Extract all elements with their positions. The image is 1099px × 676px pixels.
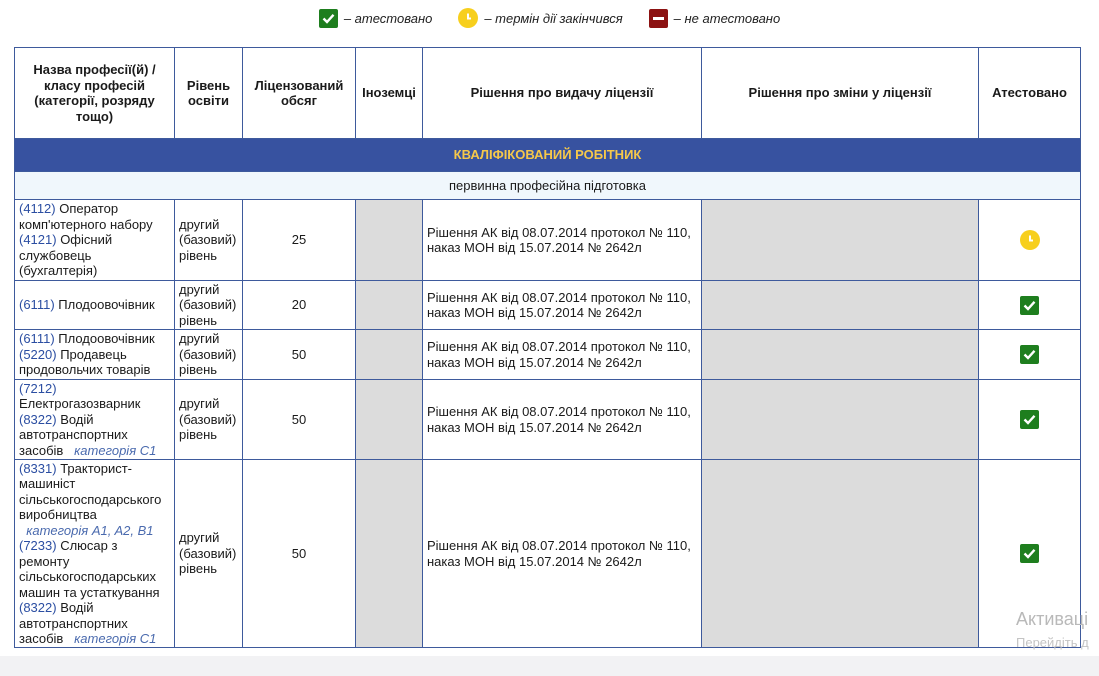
license-category: категорія A1, A2, B1 — [26, 522, 154, 538]
profession-code[interactable]: (4121) — [19, 232, 57, 248]
subcategory-row — [15, 172, 1081, 200]
minus-icon — [649, 9, 668, 28]
decision-cell: Рішення АК від 08.07.2014 протокол № 110, наказ МОН від 15.07.2014 № 2642л — [423, 380, 702, 460]
table-row — [15, 330, 1081, 380]
decision-cell: Рішення АК від 08.07.2014 протокол № 110, наказ МОН від 15.07.2014 № 2642л — [423, 200, 702, 281]
legend-attested-label: – атестовано — [343, 10, 433, 26]
table-header-row — [15, 48, 1081, 139]
profession-name: Водій автотранспортних засобів — [19, 411, 128, 458]
foreigners-cell — [356, 200, 423, 281]
education-cell: другий (базовий) рівень — [175, 281, 243, 330]
legend-attested — [319, 9, 433, 28]
volume-cell: 20 — [243, 281, 356, 330]
profession-code[interactable]: (5220) — [19, 346, 57, 362]
license-table — [14, 47, 1081, 648]
header-license-changes: Рішення про зміни у ліцензії — [702, 48, 979, 139]
page-bottom-band — [0, 656, 1099, 676]
header-license-decision: Рішення про видачу ліцензії — [423, 48, 702, 139]
legend-not-attested — [649, 9, 781, 28]
profession-code[interactable]: (7212) — [19, 380, 57, 396]
profession-name: Офісний службовець (бухгалтерія) — [19, 232, 113, 279]
legend-not-attested-label: – не атестовано — [673, 10, 781, 26]
category-title: КВАЛІФІКОВАНИЙ РОБІТНИК — [15, 139, 1081, 172]
foreigners-cell — [356, 380, 423, 460]
profession-name: Слюсар з ремонту сільськогосподарських машин та устаткування — [19, 538, 160, 600]
check-icon — [1020, 544, 1039, 563]
education-cell: другий (базовий) рівень — [175, 200, 243, 281]
volume-cell: 50 — [243, 380, 356, 460]
attested-cell — [979, 281, 1081, 330]
activation-watermark: Активаці — [1016, 609, 1089, 629]
education-cell: другий (базовий) рівень — [175, 380, 243, 460]
table-row — [15, 200, 1081, 281]
profession-cell — [15, 281, 175, 330]
header-profession: Назва професії(й) / класу професій (категорії, розряду тощо) — [15, 48, 175, 139]
subcategory-title: первинна професійна підготовка — [15, 172, 1081, 200]
table-row — [15, 380, 1081, 460]
profession-name: Електрогазозварник — [19, 396, 141, 412]
profession-name: Плодоовочівник — [54, 297, 155, 313]
clock-icon — [1020, 230, 1040, 250]
profession-name: Тракторист-машиніст сільськогосподарського виробництва — [19, 460, 162, 522]
activation-watermark-subtitle: Перейдіть д — [1016, 635, 1089, 650]
profession-code[interactable]: (6111) — [19, 331, 55, 347]
table-row — [15, 460, 1081, 648]
profession-code[interactable]: (6111) — [19, 297, 55, 313]
foreigners-cell — [356, 281, 423, 330]
profession-code[interactable]: (8322) — [19, 411, 57, 427]
clock-icon — [458, 8, 478, 28]
foreigners-cell — [356, 460, 423, 648]
check-icon — [1020, 296, 1039, 315]
license-category: категорія C1 — [74, 442, 157, 458]
decision-cell: Рішення АК від 08.07.2014 протокол № 110, наказ МОН від 15.07.2014 № 2642л — [423, 330, 702, 380]
decision-cell: Рішення АК від 08.07.2014 протокол № 110, наказ МОН від 15.07.2014 № 2642л — [423, 460, 702, 648]
profession-name: Плодоовочівник — [54, 331, 155, 347]
profession-cell — [15, 330, 175, 380]
table-row — [15, 281, 1081, 330]
profession-code[interactable]: (8322) — [19, 600, 57, 615]
profession-code[interactable]: (7233) — [19, 538, 57, 553]
check-icon — [319, 9, 338, 28]
license-category: категорія C1 — [74, 631, 157, 646]
education-cell: другий (базовий) рівень — [175, 460, 243, 648]
attested-cell — [979, 330, 1081, 380]
profession-cell — [15, 380, 175, 460]
profession-name: Водій автотранспортних засобів — [19, 600, 128, 646]
profession-name: Оператор комп'ютерного набору — [19, 201, 153, 232]
profession-code[interactable]: (8331) — [19, 460, 57, 476]
profession-code[interactable]: (4112) — [19, 201, 56, 217]
legend-expired — [458, 8, 622, 28]
decision-cell: Рішення АК від 08.07.2014 протокол № 110, наказ МОН від 15.07.2014 № 2642л — [423, 281, 702, 330]
header-education: Рівень освіти — [175, 48, 243, 139]
header-attested: Атестовано — [979, 48, 1081, 139]
foreigners-cell — [356, 330, 423, 380]
legend-expired-label: – термін дії закінчився — [484, 10, 623, 26]
attested-cell — [979, 380, 1081, 460]
changes-cell — [702, 380, 979, 460]
changes-cell — [702, 330, 979, 380]
changes-cell — [702, 200, 979, 281]
status-legend — [0, 7, 1099, 29]
check-icon — [1020, 345, 1039, 364]
education-cell: другий (базовий) рівень — [175, 330, 243, 380]
changes-cell — [702, 281, 979, 330]
changes-cell — [702, 460, 979, 648]
attested-cell — [979, 200, 1081, 281]
category-row — [15, 139, 1081, 172]
volume-cell: 25 — [243, 200, 356, 281]
profession-name: Продавець продовольчих товарів — [19, 346, 151, 378]
header-foreigners: Іноземці — [356, 48, 423, 139]
header-volume: Ліцензований обсяг — [243, 48, 356, 139]
check-icon — [1020, 410, 1039, 429]
profession-cell — [15, 200, 175, 281]
volume-cell: 50 — [243, 460, 356, 648]
volume-cell: 50 — [243, 330, 356, 380]
profession-cell — [15, 460, 175, 648]
